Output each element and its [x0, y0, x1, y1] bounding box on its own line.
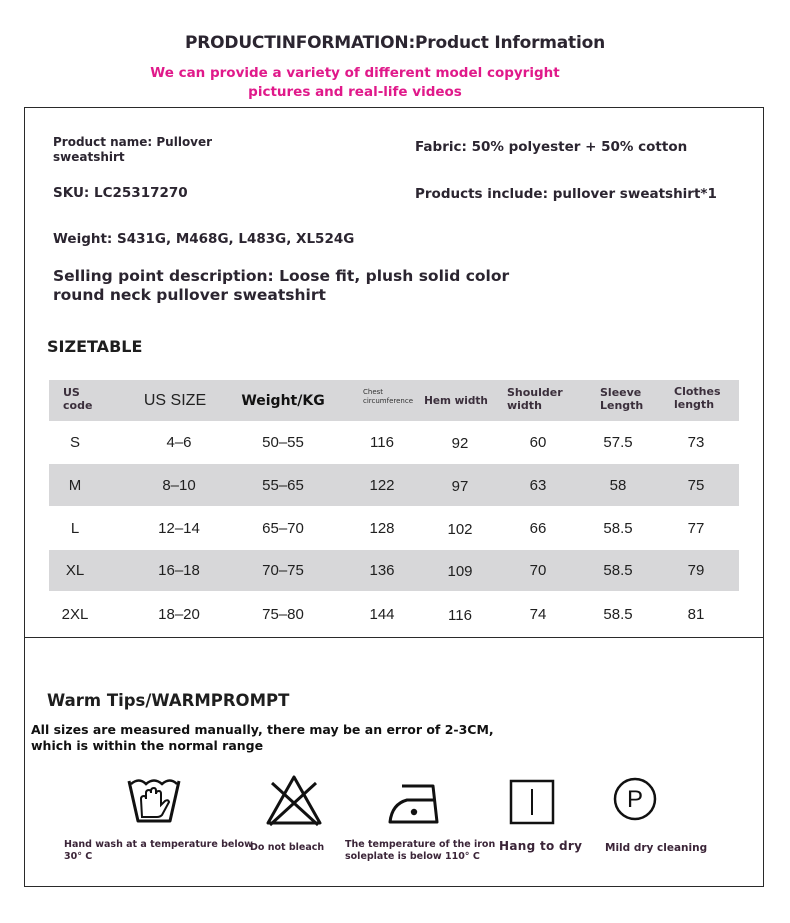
table-row — [49, 591, 739, 637]
cell-shoulder: 60 — [529, 433, 547, 451]
warm-tips-note-line-1: All sizes are measured manually, there may be an error of 2-3CM, — [31, 722, 494, 737]
cell-shoulder: 66 — [529, 519, 547, 537]
cell-code: M — [68, 476, 82, 494]
header-shoulder — [507, 380, 577, 421]
care-label-hand-wash — [64, 839, 253, 863]
cell-weight: 75–80 — [262, 605, 304, 623]
header-note — [120, 64, 590, 102]
cell-chest: 136 — [369, 562, 395, 579]
header-us-size: US SIZE — [143, 391, 207, 409]
cell-length: 81 — [687, 605, 705, 623]
cell-shoulder: 74 — [529, 605, 547, 623]
cell-hem: 116 — [448, 606, 472, 624]
hang-to-dry-icon — [509, 779, 555, 825]
cell-hem: 102 — [447, 520, 473, 538]
header-us-code — [63, 380, 123, 421]
care-label-bleach: Do not bleach — [250, 842, 325, 853]
header-chest-line-1: Chest — [363, 388, 384, 396]
header-sleeve-line-2: Length — [600, 399, 644, 412]
header-clothes-length — [674, 380, 736, 421]
header-weight: Weight/KG — [241, 392, 325, 409]
product-name-line-1: Product name: Pullover — [53, 135, 213, 149]
header-us-code-line-2: code — [63, 399, 93, 412]
header-shoulder-line-1: Shoulder — [507, 386, 563, 399]
cell-us-size: 18–20 — [158, 605, 200, 623]
cell-us-size: 4–6 — [166, 433, 192, 451]
dry-clean-icon — [612, 776, 658, 822]
cell-code: L — [70, 519, 80, 537]
product-name — [53, 135, 212, 165]
cell-sleeve: 57.5 — [603, 433, 633, 451]
header-chest-line-2: circumference — [363, 397, 414, 405]
product-name-line-2: sweatshirt — [53, 150, 125, 164]
header-us-code-line-1: US — [63, 386, 80, 399]
product-weight: Weight: S431G, M468G, L483G, XL524G — [53, 231, 355, 247]
care-label-hang: Hang to dry — [499, 839, 583, 853]
header-shoulder-line-2: width — [507, 399, 542, 412]
cell-chest: 122 — [369, 476, 395, 494]
cell-shoulder: 63 — [529, 476, 547, 494]
care-label-hand-wash-line-1: Hand wash at a temperature below — [64, 839, 253, 850]
cell-shoulder: 70 — [529, 562, 547, 579]
do-not-bleach-icon — [264, 773, 324, 827]
warm-tips-note — [31, 722, 494, 754]
cell-hem: 92 — [451, 434, 469, 452]
header-note-line-1: We can provide a variety of different model copyright — [150, 65, 560, 81]
warm-tips-note-line-2: which is within the normal range — [31, 738, 264, 753]
cell-code: XL — [65, 562, 85, 579]
cell-weight: 55–65 — [262, 476, 304, 494]
table-row — [49, 420, 739, 464]
cell-us-size: 8–10 — [162, 476, 196, 494]
product-includes: Products include: pullover sweatshirt*1 — [415, 186, 717, 202]
selling-point — [53, 267, 509, 305]
cell-chest: 116 — [370, 433, 394, 451]
header-note-line-2: pictures and real-life videos — [248, 84, 462, 100]
iron-icon — [387, 780, 445, 826]
header-hem: Hem width — [424, 394, 488, 407]
svg-text:P: P — [626, 786, 644, 813]
cell-sleeve: 58 — [609, 476, 627, 494]
cell-weight: 65–70 — [262, 519, 304, 537]
size-table-title: SIZETABLE — [47, 337, 143, 356]
cell-code: S — [69, 433, 80, 451]
care-label-iron-line-1: The temperature of the iron — [345, 839, 496, 850]
cell-sleeve: 58.5 — [603, 562, 633, 579]
cell-us-size: 12–14 — [158, 519, 200, 537]
cell-length: 79 — [687, 562, 705, 579]
cell-sleeve: 58.5 — [603, 605, 633, 623]
header-sleeve-line-1: Sleeve — [600, 386, 642, 399]
product-sku: SKU: LC25317270 — [53, 185, 188, 201]
cell-chest: 144 — [369, 605, 395, 623]
cell-weight: 50–55 — [262, 433, 304, 451]
care-label-dry-clean: Mild dry cleaning — [605, 842, 708, 854]
cell-hem: 97 — [451, 477, 469, 495]
table-row — [49, 550, 739, 591]
care-label-iron — [345, 839, 495, 863]
care-label-hand-wash-line-2: 30° C — [64, 851, 93, 862]
cell-length: 77 — [687, 519, 705, 537]
selling-point-line-1: Selling point description: Loose fit, plush solid color — [53, 267, 510, 285]
header-sleeve — [600, 380, 660, 421]
warm-tips-title: Warm Tips/WARMPROMPT — [47, 691, 290, 710]
cell-length: 73 — [687, 433, 705, 451]
cell-chest: 128 — [369, 519, 395, 537]
care-label-iron-line-2: soleplate is below 110° C — [345, 851, 480, 862]
cell-hem: 109 — [447, 563, 473, 580]
cell-length: 75 — [687, 476, 705, 494]
header-clothes-line-1: Clothes — [674, 385, 721, 398]
cell-code: 2XL — [61, 605, 89, 623]
cell-sleeve: 58.5 — [603, 519, 633, 537]
cell-us-size: 16–18 — [158, 562, 200, 579]
header-clothes-line-2: length — [674, 398, 715, 411]
cell-weight: 70–75 — [262, 562, 304, 579]
selling-point-line-2: round neck pullover sweatshirt — [53, 286, 326, 304]
page-title: PRODUCTINFORMATION:Product Information — [185, 33, 605, 53]
table-row — [49, 464, 739, 506]
size-table-header — [49, 380, 739, 421]
product-fabric: Fabric: 50% polyester + 50% cotton — [415, 139, 688, 155]
table-row — [49, 506, 739, 550]
hand-wash-icon — [126, 773, 182, 825]
